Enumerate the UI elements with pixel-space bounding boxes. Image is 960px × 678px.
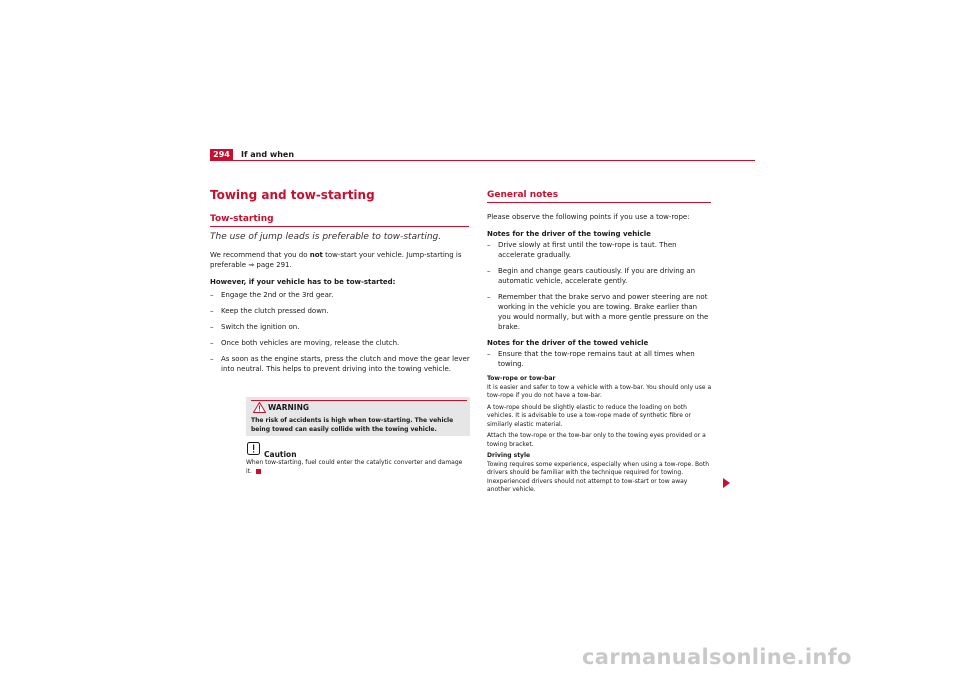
warning-label: WARNING bbox=[268, 403, 310, 412]
tow-rope-paragraph: Attach the tow-rope or the tow-bar only to the towing eyes provided or a towing bracket. bbox=[487, 432, 706, 448]
continue-arrow-icon bbox=[723, 478, 730, 488]
end-marker-icon bbox=[256, 469, 261, 474]
warning-rule bbox=[251, 400, 467, 401]
section-title: If and when bbox=[241, 150, 295, 159]
subsection-title-general-notes: General notes bbox=[487, 190, 559, 200]
caution-text: When tow-starting, fuel could enter the catalytic converter and damage it. bbox=[246, 459, 463, 475]
warning-text: The risk of accidents is high when tow-starting. The vehicle being towed can easily collide with the towing vehicle. bbox=[251, 417, 454, 433]
list-item: – Switch the ignition on. bbox=[210, 322, 470, 332]
warning-triangle-icon bbox=[253, 402, 266, 413]
tow-rope-paragraph: It is easier and safer to tow a vehicle with a tow-bar. You should only use a tow-rope if you do not have a tow-bar. bbox=[487, 383, 712, 399]
header-rule bbox=[210, 160, 755, 161]
list-item: – Keep the clutch pressed down. bbox=[210, 306, 470, 316]
page-number: 294 bbox=[210, 149, 233, 160]
general-intro: Please observe the following points if you use a tow-rope: bbox=[487, 213, 690, 221]
list-item: – As soon as the engine starts, press the clutch and move the gear lever into neutral. This helps to prevent driving into the towing vehicle. bbox=[210, 354, 470, 374]
towed-heading: Notes for the driver of the towed vehicle bbox=[487, 339, 649, 347]
subsection-rule bbox=[210, 226, 469, 227]
tow-rope-heading: Tow-rope or tow-bar bbox=[487, 375, 556, 382]
driving-style-heading: Driving style bbox=[487, 452, 531, 459]
tow-rope-paragraph: A tow-rope should be slightly elastic to reduce the loading on both vehicles. It is advisable to use a tow-rope made of synthetic fibre or similarly elastic material. bbox=[487, 403, 691, 428]
warning-box bbox=[246, 397, 470, 436]
intro-paragraph: We recommend that you do not tow-start your vehicle. Jump-starting is preferable ⇒ page 291. bbox=[210, 251, 462, 269]
caution-label: Caution bbox=[264, 450, 297, 459]
page-title: Towing and tow-starting bbox=[210, 188, 375, 202]
towing-heading: Notes for the driver of the towing vehicle bbox=[487, 230, 651, 238]
list-item: – Remember that the brake servo and power steering are not working in the vehicle you are towing. Brake earlier than you would normally, but with a more gentle pressure on the brake. bbox=[487, 292, 712, 332]
right-body bbox=[487, 212, 712, 495]
list-item: – Begin and change gears cautiously. If you are driving an automatic vehicle, accelerate gently. bbox=[487, 266, 712, 286]
list-item: – Once both vehicles are moving, release the clutch. bbox=[210, 338, 470, 348]
towed-notes bbox=[487, 349, 712, 369]
watermark: carmanualsonline.info bbox=[582, 645, 852, 669]
however-heading: However, if your vehicle has to be tow-started: bbox=[210, 278, 396, 286]
list-item: – Drive slowly at first until the tow-rope is taut. Then accelerate gradually. bbox=[487, 240, 712, 260]
driving-style-paragraph: Towing requires some experience, especially when using a tow-rope. Both drivers should be familiar with the technique required for towing. Inexperienced drivers should not attempt to tow-start or tow away another vehicle. bbox=[487, 460, 710, 493]
list-item: – Ensure that the tow-rope remains taut at all times when towing. bbox=[487, 349, 712, 369]
tow-start-steps bbox=[210, 290, 470, 374]
subsection-rule bbox=[487, 202, 711, 203]
left-body bbox=[210, 250, 470, 380]
caution-icon bbox=[247, 442, 260, 455]
towing-notes bbox=[487, 240, 712, 332]
list-item: – Engage the 2nd or the 3rd gear. bbox=[210, 290, 470, 300]
subsection-title-tow-starting: Tow-starting bbox=[210, 214, 274, 224]
lead-text: The use of jump leads is preferable to tow-starting. bbox=[210, 232, 442, 242]
